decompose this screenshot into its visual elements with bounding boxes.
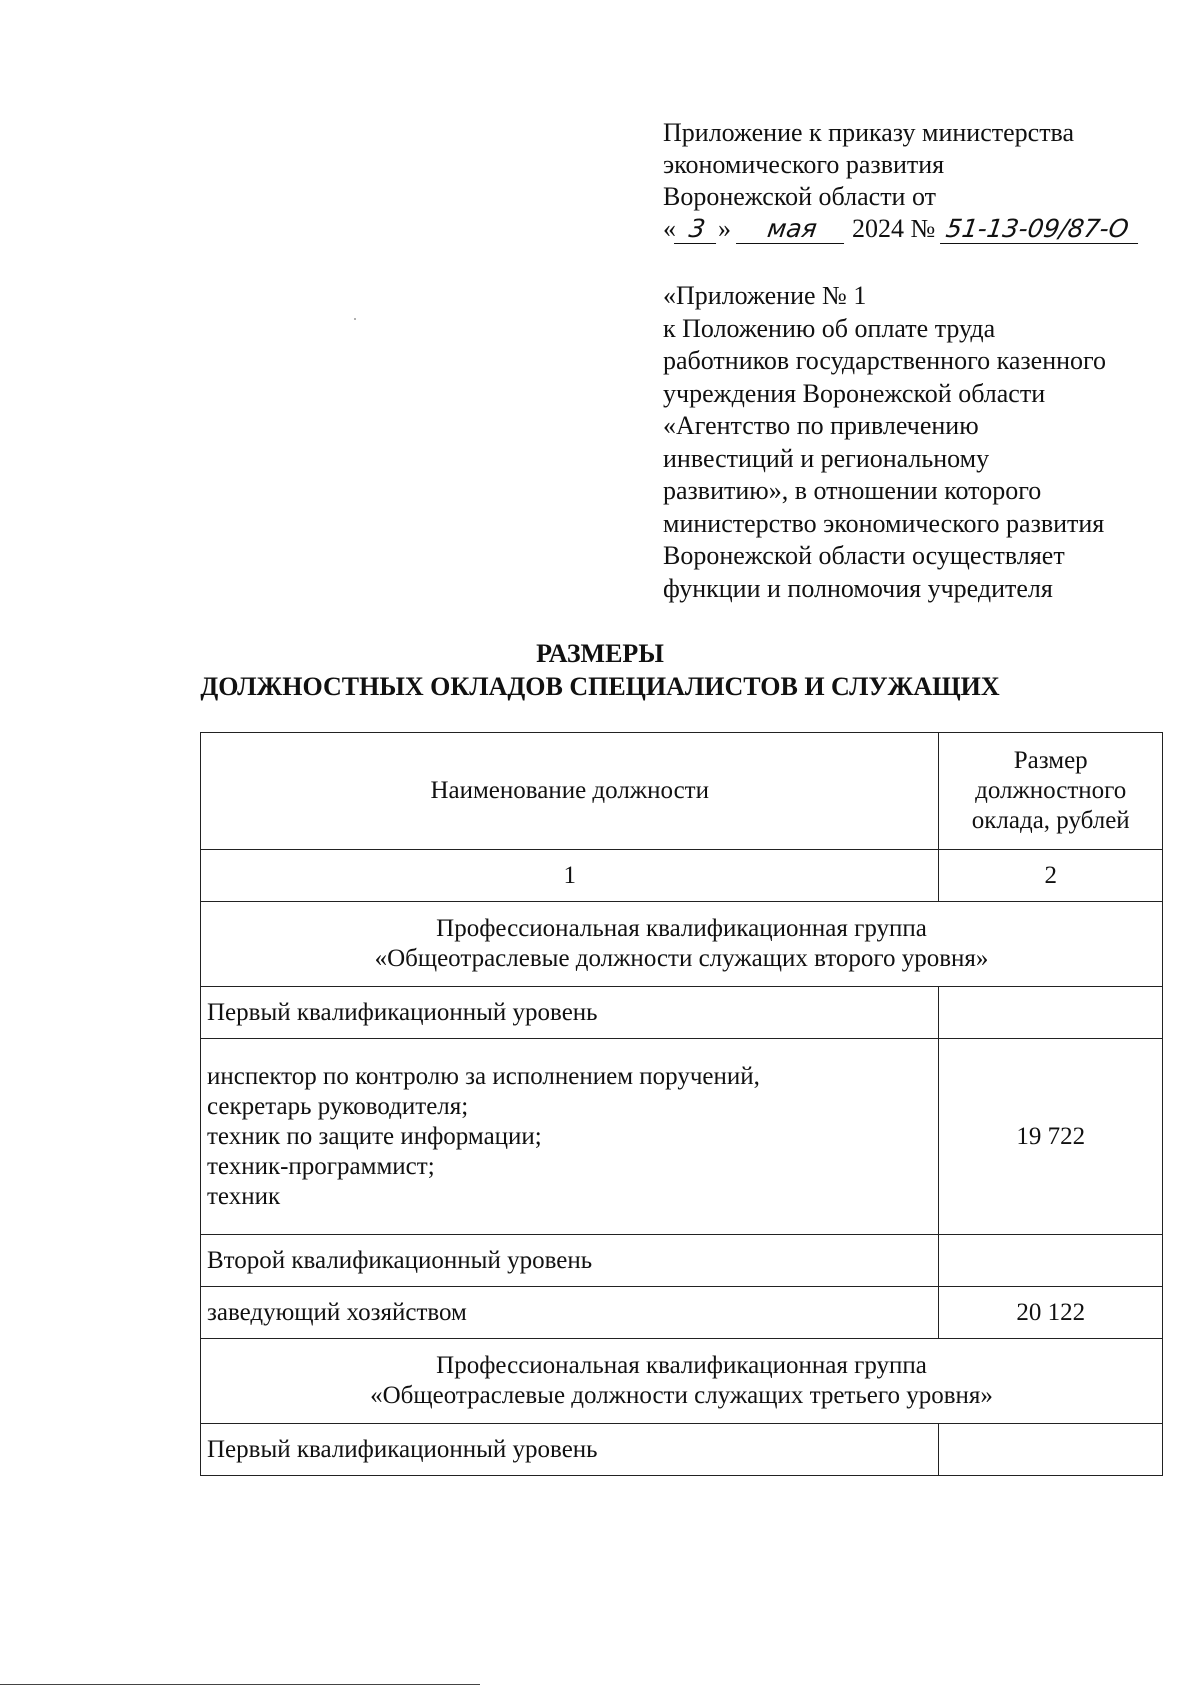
empty-salary-cell [939,987,1163,1039]
table-row [201,1287,1163,1339]
appendix-line-2: к Положению об оплате труда [663,313,996,343]
order-header-line-3: Воронежской области от [663,182,936,211]
position-item: секретарь руководителя; [207,1092,469,1120]
level-label: Второй квалификационный уровень [201,1235,939,1287]
header-position-name: Наименование должности [201,733,939,850]
header-salary [939,733,1163,850]
salary-value: 20 122 [939,1287,1163,1339]
order-header [663,117,1183,245]
group-1-line-1: Профессиональная квалификационная группа [436,915,927,942]
order-header-line-1: Приложение к приказу министерства [663,118,1075,147]
group-2-line-2: «Общеотраслевые должности служащих третьего уровня» [370,1382,993,1409]
header-salary-line-3: оклада, рублей [971,807,1130,834]
level-label: Первый квалификационный уровень [201,1424,939,1476]
position-item: заведующий хозяйством [201,1287,939,1339]
group-1-line-2: «Общеотраслевые должности служащих второго уровня» [374,945,989,972]
handwritten-month: мая [735,215,847,244]
column-number-row [201,850,1163,902]
table-header-row [201,733,1163,850]
level-label: Первый квалификационный уровень [201,987,939,1039]
header-salary-line-2: должностного [975,777,1127,804]
group-2-line-1: Профессиональная квалификационная группа [436,1352,927,1379]
group-title-third-level [201,1339,1163,1424]
header-salary-line-1: Размер [1013,747,1088,774]
group-row-third-level [201,1339,1163,1424]
appendix-line-5: «Агентство по привлечению [663,411,979,440]
appendix-line-9: Воронежской области осуществляет [663,541,1065,570]
scan-speck [354,318,356,320]
table-row [201,1424,1163,1476]
appendix-line-7: развитию», в отношении которого [663,476,1042,505]
position-item: техник по защите информации; [207,1122,542,1150]
document-title-line-2: ДОЛЖНОСТНЫХ ОКЛАДОВ СПЕЦИАЛИСТОВ И СЛУЖАЩИХ [200,672,1000,701]
column-number-1: 1 [201,850,939,902]
appendix-line-4: учреждения Воронежской области [663,378,1046,408]
table-row [201,1235,1163,1287]
group-title-second-level [201,902,1163,987]
order-date-number-line [663,213,1183,245]
document-title-line-1: РАЗМЕРЫ [536,639,664,668]
position-item: инспектор по контролю за исполнением поручений, [207,1062,760,1090]
appendix-line-1: «Приложение № 1 [663,281,867,310]
salary-value: 19 722 [939,1039,1163,1235]
appendix-header [663,280,1183,605]
appendix-line-8: министерство экономического развития [663,508,1105,538]
column-number-2: 2 [939,850,1163,902]
group-row-second-level [201,902,1163,987]
appendix-line-3: работников государственного казенного [663,346,1107,375]
date-close-quote: » [718,214,731,243]
appendix-line-10: функции и полномочия учредителя [663,573,1053,603]
date-year: 2024 [852,214,904,243]
appendix-line-6: инвестиций и региональному [663,443,990,473]
empty-salary-cell [939,1235,1163,1287]
position-item: техник-программист; [207,1152,435,1180]
positions-list [201,1039,939,1235]
empty-salary-cell [939,1424,1163,1476]
handwritten-order-number: 51-13-09/87-О [940,215,1142,244]
date-open-quote: « [663,214,676,243]
position-item: техник [207,1182,281,1210]
number-sign: № [910,214,936,243]
order-header-line-2: экономического развития [663,150,945,179]
table-row [201,1039,1163,1235]
table-row [201,987,1163,1039]
footnote-rule [0,1684,480,1685]
handwritten-day: 3 [674,215,720,244]
salary-table [200,732,1163,1476]
